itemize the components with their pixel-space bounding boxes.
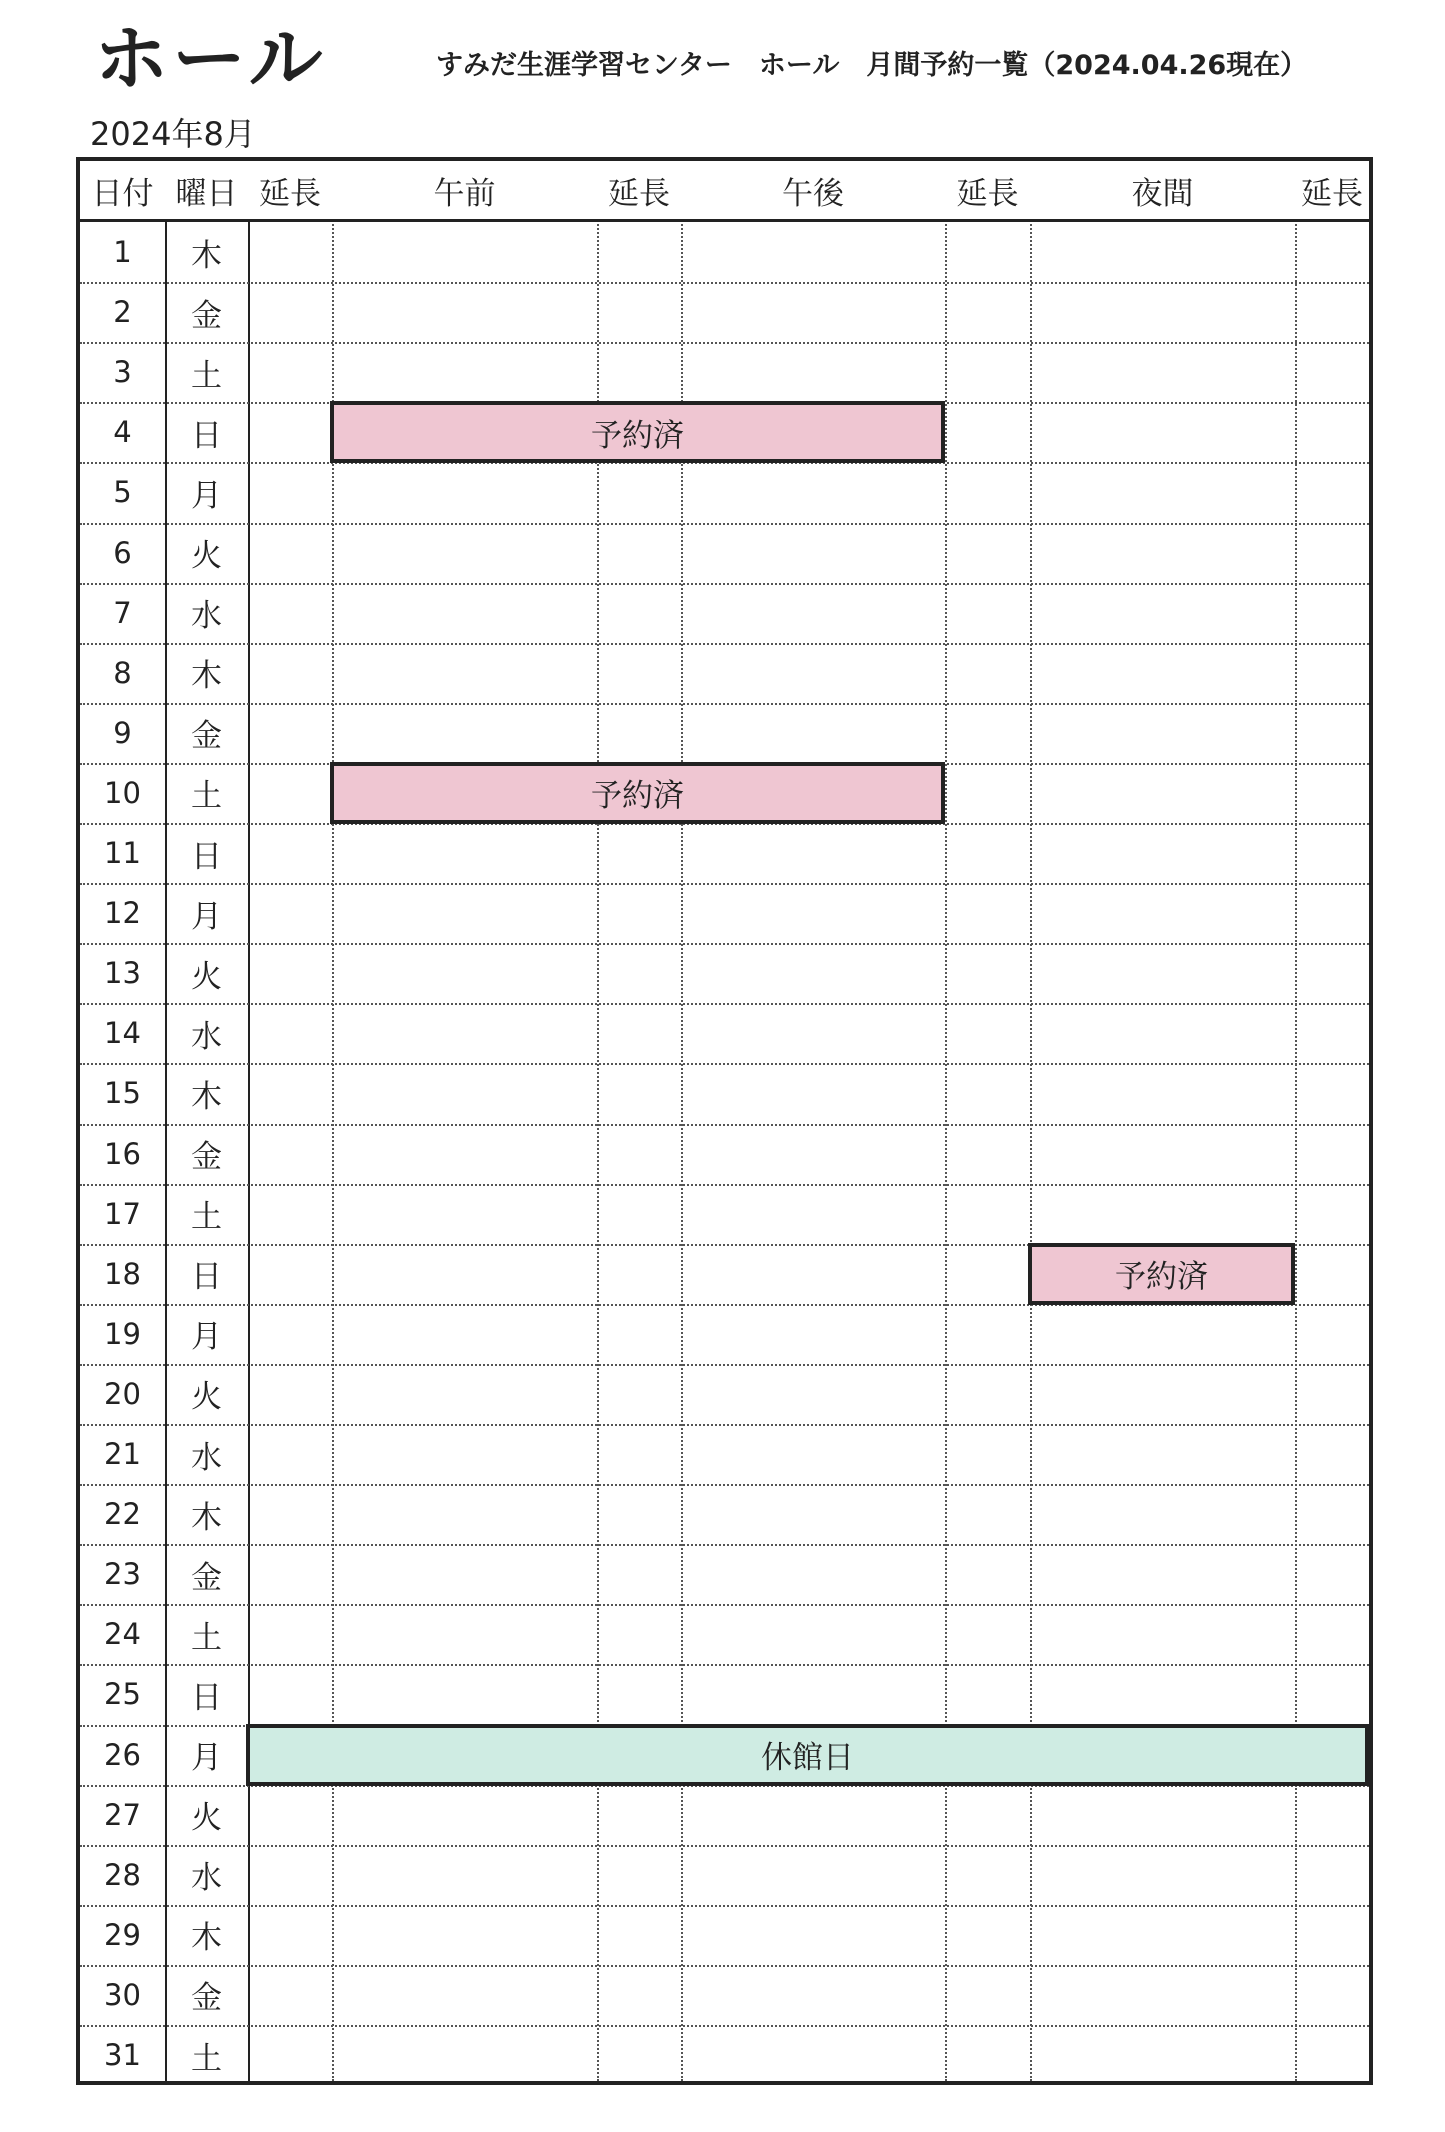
header-morning: 午前 — [332, 161, 597, 219]
header-weekday: 曜日 — [165, 161, 248, 219]
weekday-cell: 木 — [191, 237, 222, 274]
weekday-cell: 土 — [191, 1199, 222, 1236]
reserved-block: 予約済 — [330, 401, 945, 463]
page-title: ホール — [94, 16, 327, 102]
table-row — [80, 703, 1369, 763]
table-row — [80, 643, 1369, 703]
table-row — [80, 342, 1369, 402]
month-label: 2024年8月 — [90, 115, 256, 153]
weekday-cell: 月 — [191, 898, 222, 935]
date-cell: 21 — [104, 1437, 141, 1472]
table-row — [80, 1424, 1369, 1484]
header-extension: 延長 — [1295, 161, 1369, 219]
weekday-cell: 水 — [191, 1860, 222, 1897]
header-extension: 延長 — [597, 161, 681, 219]
table-row — [80, 1785, 1369, 1845]
table-row — [80, 1003, 1369, 1063]
weekday-cell: 水 — [191, 1439, 222, 1476]
weekday-cell: 金 — [191, 1980, 222, 2017]
weekday-cell: 土 — [191, 357, 222, 394]
table-row — [80, 1484, 1369, 1544]
weekday-cell: 金 — [191, 1139, 222, 1176]
weekday-cell: 水 — [191, 1018, 222, 1055]
date-cell: 1 — [113, 235, 132, 270]
table-row — [80, 222, 1369, 282]
date-cell: 22 — [104, 1497, 141, 1532]
date-cell: 27 — [104, 1797, 141, 1832]
table-row — [80, 1063, 1369, 1123]
weekday-cell: 日 — [191, 417, 222, 454]
date-cell: 26 — [104, 1737, 141, 1772]
header-extension: 延長 — [248, 161, 332, 219]
weekday-cell: 金 — [191, 1559, 222, 1596]
header-extension: 延長 — [945, 161, 1030, 219]
date-cell: 28 — [104, 1857, 141, 1892]
header-date: 日付 — [80, 161, 165, 219]
date-cell: 30 — [104, 1977, 141, 2012]
weekday-cell: 月 — [191, 1319, 222, 1356]
table-row — [80, 1304, 1369, 1364]
weekday-cell: 木 — [191, 1920, 222, 1957]
date-cell: 10 — [104, 775, 141, 810]
weekday-cell: 金 — [191, 297, 222, 334]
reserved-block: 予約済 — [1028, 1243, 1295, 1305]
weekday-cell: 水 — [191, 598, 222, 635]
table-row — [80, 1124, 1369, 1184]
table-row — [80, 883, 1369, 943]
table-row — [80, 523, 1369, 583]
date-cell: 19 — [104, 1316, 141, 1351]
date-cell: 25 — [104, 1677, 141, 1712]
weekday-cell: 土 — [191, 1619, 222, 1656]
weekday-cell: 木 — [191, 1499, 222, 1536]
weekday-cell: 日 — [191, 838, 222, 875]
date-cell: 3 — [113, 355, 132, 390]
date-cell: 14 — [104, 1016, 141, 1051]
table-row — [80, 1184, 1369, 1244]
date-cell: 16 — [104, 1136, 141, 1171]
weekday-cell: 火 — [191, 1800, 222, 1837]
table-row — [80, 583, 1369, 643]
weekday-cell: 日 — [191, 1679, 222, 1716]
date-cell: 9 — [113, 715, 132, 750]
weekday-cell: 月 — [191, 477, 222, 514]
table-row — [80, 282, 1369, 342]
date-cell: 13 — [104, 956, 141, 991]
closed-day-block: 休館日 — [246, 1724, 1369, 1786]
date-cell: 5 — [113, 475, 132, 510]
table-row — [80, 823, 1369, 883]
table-row — [80, 1604, 1369, 1664]
date-cell: 29 — [104, 1917, 141, 1952]
date-cell: 15 — [104, 1076, 141, 1111]
date-cell: 17 — [104, 1196, 141, 1231]
table-row — [80, 1664, 1369, 1724]
table-row — [80, 1845, 1369, 1905]
document-heading: すみだ生涯学習センター ホール 月間予約一覧（2024.04.26現在） — [436, 50, 1308, 81]
weekday-cell: 金 — [191, 718, 222, 755]
table-row — [80, 2025, 1369, 2085]
date-cell: 20 — [104, 1376, 141, 1411]
date-cell: 4 — [113, 415, 132, 450]
weekday-cell: 日 — [191, 1259, 222, 1296]
date-cell: 18 — [104, 1256, 141, 1291]
reserved-block: 予約済 — [330, 762, 945, 824]
date-cell: 31 — [104, 2038, 141, 2073]
weekday-cell: 火 — [191, 958, 222, 995]
table-row — [80, 1905, 1369, 1965]
date-cell: 12 — [104, 896, 141, 931]
weekday-cell: 土 — [191, 2040, 222, 2077]
date-cell: 11 — [104, 836, 141, 871]
table-row — [80, 1544, 1369, 1604]
table-row — [80, 943, 1369, 1003]
header-night: 夜間 — [1030, 161, 1295, 219]
weekday-cell: 火 — [191, 538, 222, 575]
weekday-cell: 木 — [191, 1078, 222, 1115]
date-cell: 8 — [113, 655, 132, 690]
table-row — [80, 1965, 1369, 2025]
header-afternoon: 午後 — [681, 161, 945, 219]
date-cell: 2 — [113, 295, 132, 330]
weekday-cell: 土 — [191, 778, 222, 815]
weekday-cell: 月 — [191, 1740, 222, 1777]
date-cell: 6 — [113, 535, 132, 570]
table-row — [80, 462, 1369, 522]
date-cell: 23 — [104, 1557, 141, 1592]
reservation-calendar-table — [76, 157, 1373, 2085]
weekday-cell: 火 — [191, 1379, 222, 1416]
weekday-cell: 木 — [191, 658, 222, 695]
date-cell: 7 — [113, 595, 132, 630]
date-cell: 24 — [104, 1617, 141, 1652]
table-row — [80, 1364, 1369, 1424]
